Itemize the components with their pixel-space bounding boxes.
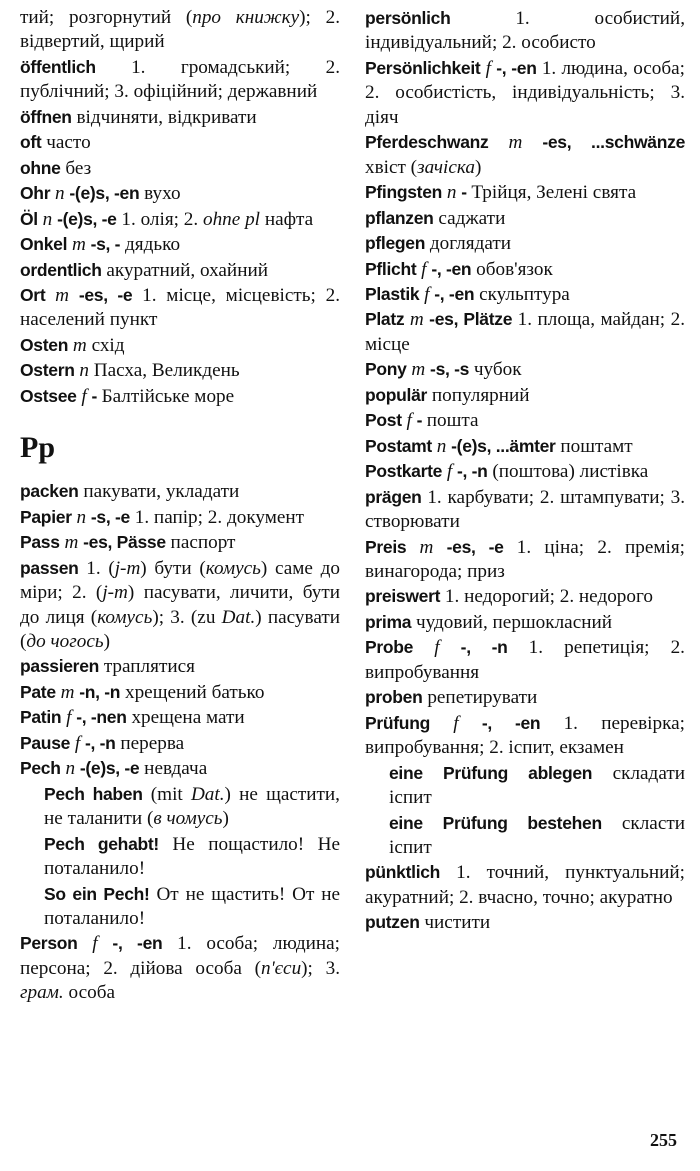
dictionary-entry bbox=[365, 635, 685, 685]
headword: Preis bbox=[365, 536, 407, 557]
grammar-label: m bbox=[404, 309, 430, 331]
translation: (mit bbox=[142, 783, 191, 805]
headword: packen bbox=[20, 481, 79, 502]
translation: паспорт bbox=[165, 532, 236, 554]
inflection: -s, -e bbox=[90, 506, 130, 527]
inflection: -, -n bbox=[460, 637, 508, 658]
inflection: -(e)s, -e bbox=[57, 208, 117, 229]
translation: ); 2. відвертий, щирий bbox=[20, 7, 340, 53]
headword: Ort bbox=[20, 284, 46, 305]
headword: öffnen bbox=[20, 106, 72, 127]
inflection: -, -n bbox=[457, 461, 488, 482]
inflection: -, -en bbox=[481, 712, 541, 733]
grammar-label: f bbox=[413, 637, 461, 659]
dictionary-entry bbox=[365, 130, 685, 180]
dictionary-entry bbox=[20, 654, 340, 679]
translation: (поштова) листівка bbox=[487, 461, 649, 483]
inflection: -, -n bbox=[85, 732, 116, 753]
grammar-label: n bbox=[431, 435, 452, 457]
grammar-label: f bbox=[61, 707, 77, 729]
headword: persönlich bbox=[365, 8, 451, 28]
dictionary-entry bbox=[20, 156, 340, 181]
grammar-label: m bbox=[59, 532, 84, 554]
grammar-label: Dat. bbox=[221, 606, 256, 628]
dictionary-entry bbox=[20, 530, 340, 555]
dictionary-entry bbox=[20, 181, 340, 206]
dictionary-entry bbox=[20, 680, 340, 705]
dictionary-entry bbox=[365, 459, 685, 484]
grammar-label: п'єси bbox=[260, 957, 302, 979]
inflection: -s, - bbox=[90, 234, 121, 255]
inflection: -es, ...schwänze bbox=[542, 132, 686, 153]
translation: часто bbox=[41, 132, 91, 154]
grammar-label: f bbox=[70, 732, 85, 754]
phrase-entry bbox=[365, 761, 685, 811]
headword: Pech gehabt! bbox=[44, 833, 159, 854]
translation: дядько bbox=[120, 234, 181, 256]
dictionary-entry bbox=[365, 231, 685, 256]
grammar-label: m bbox=[67, 234, 91, 256]
headword: passen bbox=[20, 557, 79, 578]
inflection: -es, Pässe bbox=[83, 532, 166, 553]
translation: 1. громадський; 2. публічний; 3. офіційний; державний bbox=[20, 56, 340, 103]
dictionary-entry bbox=[20, 556, 340, 655]
inflection: -(e)s, -e bbox=[79, 758, 140, 779]
dictionary-entry bbox=[20, 55, 340, 105]
headword: Pause bbox=[20, 732, 71, 753]
dictionary-entry bbox=[20, 130, 340, 155]
page-number: 255 bbox=[650, 1130, 677, 1150]
entries-p-continued bbox=[365, 6, 685, 936]
headword: pflanzen bbox=[365, 207, 434, 228]
grammar-label: n bbox=[71, 506, 91, 528]
headword: So ein Pech! bbox=[44, 883, 150, 904]
headword: putzen bbox=[365, 912, 420, 933]
dictionary-entry bbox=[365, 56, 685, 130]
grammar-label: f bbox=[416, 258, 432, 280]
headword: Pfingsten bbox=[365, 182, 443, 203]
headword: Papier bbox=[20, 506, 72, 527]
dictionary-entry bbox=[20, 731, 340, 756]
translation: хрещений батько bbox=[120, 681, 265, 703]
translation: 1. папір; 2. документ bbox=[129, 506, 305, 528]
translation: 1. репетиція; 2. випробування bbox=[365, 637, 685, 683]
grammar-label: j-m bbox=[102, 582, 128, 604]
inflection: - bbox=[416, 410, 427, 431]
translation: Балтійське море bbox=[101, 385, 235, 407]
continued-entry bbox=[20, 6, 340, 55]
headword: Person bbox=[20, 933, 78, 954]
phrase-entry bbox=[365, 811, 685, 861]
dictionary-entry bbox=[365, 257, 685, 282]
translation: особа bbox=[63, 982, 115, 1004]
translation: Не пощастило! Не поталанило! bbox=[44, 833, 340, 880]
translation: ) бути ( bbox=[140, 557, 206, 579]
dictionary-entry bbox=[365, 685, 685, 710]
headword: eine Prüfung bestehen bbox=[389, 812, 602, 833]
grammar-label: f bbox=[429, 712, 482, 734]
grammar-label: n bbox=[37, 208, 58, 230]
dictionary-entry bbox=[365, 610, 685, 635]
dictionary-entry bbox=[20, 207, 340, 232]
translation: нафта bbox=[260, 208, 314, 230]
dictionary-entry bbox=[365, 535, 685, 585]
translation: ); 3. bbox=[301, 957, 340, 979]
translation: вухо bbox=[139, 183, 181, 205]
dictionary-entry bbox=[365, 6, 685, 56]
headword: Pflicht bbox=[365, 258, 417, 279]
translation: відчиняти, відкривати bbox=[71, 106, 257, 128]
inflection: -, -nen bbox=[76, 707, 127, 728]
translation: саджати bbox=[433, 207, 506, 229]
translation: пошта bbox=[426, 410, 479, 432]
translation: ); 3. (zu bbox=[152, 606, 222, 628]
translation: От не щастить! От не поталанило! bbox=[44, 883, 340, 929]
headword: Pate bbox=[20, 681, 56, 702]
headword: Pech haben bbox=[44, 783, 143, 804]
headword: Postkarte bbox=[365, 461, 443, 482]
grammar-label: n bbox=[50, 183, 70, 205]
headword: ordentlich bbox=[20, 259, 102, 280]
dictionary-entry bbox=[365, 383, 685, 408]
grammar-label: комусь bbox=[205, 557, 261, 579]
headword: pflegen bbox=[365, 233, 426, 254]
translation: без bbox=[60, 157, 92, 179]
grammar-label: m bbox=[406, 359, 431, 381]
translation: пакувати, укладати bbox=[78, 481, 240, 503]
grammar-label: m bbox=[406, 536, 447, 558]
dictionary-entry bbox=[20, 756, 340, 781]
headword: Onkel bbox=[20, 234, 68, 255]
translation: скласти іспит bbox=[389, 812, 685, 858]
inflection: -s, -s bbox=[430, 359, 470, 380]
inflection: -(e)s, -en bbox=[69, 183, 140, 204]
headword: Post bbox=[365, 410, 402, 431]
dictionary-entry bbox=[20, 505, 340, 530]
inflection: -es, -e bbox=[446, 536, 504, 557]
grammar-label: f bbox=[442, 461, 457, 483]
translation: чистити bbox=[419, 912, 491, 934]
headword: Persönlichkeit bbox=[365, 57, 481, 78]
headword: Probe bbox=[365, 637, 414, 658]
inflection: -, -en bbox=[496, 57, 537, 78]
grammar-label: m bbox=[488, 132, 543, 154]
dictionary-entry bbox=[20, 232, 340, 257]
inflection: - bbox=[461, 182, 472, 203]
grammar-label: m bbox=[45, 284, 79, 306]
dictionary-entry bbox=[20, 283, 340, 333]
translation: 1. площа, майдан; 2. місце bbox=[365, 309, 686, 355]
translation: чубок bbox=[469, 359, 522, 381]
headword: öffentlich bbox=[20, 56, 96, 77]
headword: Plastik bbox=[365, 283, 420, 304]
inflection: -n, -n bbox=[79, 681, 121, 702]
inflection: -, -en bbox=[431, 258, 472, 279]
translation: 1. карбувати; 2. штампувати; 3. створювати bbox=[365, 486, 685, 533]
translation: Пасха, Великдень bbox=[93, 360, 240, 382]
translation: популярний bbox=[427, 384, 530, 406]
translation: схід bbox=[91, 334, 125, 356]
translation: поштамт bbox=[555, 435, 633, 457]
headword: Pferdeschwanz bbox=[365, 132, 489, 153]
grammar-label: n bbox=[442, 182, 462, 204]
phrase-entry bbox=[20, 882, 340, 932]
headword: oft bbox=[20, 132, 42, 153]
translation: ) не щастити, не таланити ( bbox=[44, 783, 340, 830]
dictionary-entry bbox=[365, 584, 685, 609]
dictionary-entry bbox=[365, 860, 685, 910]
translation: 1. ( bbox=[78, 557, 115, 579]
translation: ) bbox=[475, 156, 482, 178]
headword: eine Prüfung ablegen bbox=[389, 762, 593, 783]
right-column bbox=[365, 6, 685, 936]
dictionary-entry bbox=[365, 282, 685, 307]
dictionary-entry bbox=[20, 479, 340, 504]
headword: prima bbox=[365, 611, 412, 632]
translation: 1. місце, місцевість; 2. населений пункт bbox=[20, 284, 341, 331]
grammar-label: m bbox=[55, 681, 80, 703]
translation: складати іспит bbox=[389, 762, 685, 809]
headword: Öl bbox=[20, 208, 38, 229]
translation: хвіст ( bbox=[365, 156, 418, 178]
translation: ) пасувати ( bbox=[20, 606, 341, 652]
headword: passieren bbox=[20, 656, 100, 677]
translation: 1. точний, пунктуальний; акуратний; 2. вчасно, точно; акуратно bbox=[365, 862, 685, 908]
translation: ) bbox=[103, 630, 110, 652]
translation: тий; розгорнутий ( bbox=[20, 7, 193, 28]
translation: 1. особа; людина; персона; 2. дійова особа ( bbox=[20, 933, 340, 979]
translation: акуратний, охайний bbox=[101, 259, 268, 281]
grammar-label: в чомусь bbox=[153, 808, 223, 830]
translation: перерва bbox=[115, 732, 185, 754]
grammar-label: зачіска bbox=[417, 156, 475, 178]
inflection: - bbox=[91, 385, 102, 406]
grammar-label: комусь bbox=[97, 606, 153, 628]
headword: Ostern bbox=[20, 360, 75, 381]
headword: Pech bbox=[20, 758, 61, 779]
translation: ) саме до міри; 2. ( bbox=[20, 557, 340, 604]
dictionary-entry bbox=[365, 485, 685, 535]
translation: репетирувати bbox=[422, 687, 538, 709]
grammar-label: f bbox=[419, 283, 435, 305]
grammar-label: n bbox=[74, 360, 94, 382]
dictionary-entry bbox=[20, 931, 340, 1005]
dictionary-entry bbox=[20, 705, 340, 730]
dictionary-entry bbox=[365, 206, 685, 231]
translation: ) пасувати, личити, бути до лиця ( bbox=[20, 582, 340, 628]
translation: 1. олія; 2. bbox=[116, 208, 203, 230]
inflection: -, -en bbox=[112, 933, 163, 954]
grammar-label: f bbox=[76, 385, 92, 407]
headword: prägen bbox=[365, 486, 422, 507]
grammar-label: Dat. bbox=[190, 783, 225, 805]
dictionary-entry bbox=[365, 910, 685, 935]
phrase-entry bbox=[20, 782, 340, 832]
headword: Ohr bbox=[20, 183, 51, 204]
headword: Prüfung bbox=[365, 712, 430, 733]
grammar-label: f bbox=[401, 410, 417, 432]
translation: 1. людина, особа; 2. особистість, індивідуальність; 3. діяч bbox=[365, 57, 685, 128]
grammar-label: до чогось bbox=[26, 630, 104, 652]
headword: pünktlich bbox=[365, 862, 441, 883]
translation: 1. перевірка; випробування; 2. іспит, екзамен bbox=[365, 712, 685, 759]
translation: хрещена мати bbox=[126, 707, 245, 729]
translation: траплятися bbox=[99, 656, 195, 678]
inflection: -, -en bbox=[434, 283, 475, 304]
translation: чудовий, першокласний bbox=[411, 611, 613, 633]
left-column bbox=[20, 6, 340, 1006]
translation: невдача bbox=[139, 758, 208, 780]
grammar-label: f bbox=[480, 57, 497, 79]
grammar-label: m bbox=[68, 334, 92, 356]
translation: 1. ціна; 2. премія; винагорода; приз bbox=[365, 536, 685, 582]
dictionary-entry bbox=[20, 358, 340, 383]
headword: Postamt bbox=[365, 435, 432, 456]
headword: ohne bbox=[20, 157, 61, 178]
dictionary-entry bbox=[20, 105, 340, 130]
headword: Platz bbox=[365, 309, 405, 330]
grammar-label: n bbox=[60, 758, 80, 780]
entries-o bbox=[20, 55, 340, 409]
headword: Osten bbox=[20, 334, 69, 355]
translation: 1. недорогий; 2. недорого bbox=[440, 586, 653, 608]
translation: доглядати bbox=[425, 233, 512, 255]
translation: 1. особистий, індивідуальний; 2. особисто bbox=[365, 8, 685, 54]
dictionary-entry bbox=[20, 384, 340, 409]
headword: Ostsee bbox=[20, 385, 77, 406]
headword: preiswert bbox=[365, 586, 441, 607]
dictionary-entry bbox=[365, 180, 685, 205]
translation: Трійця, Зелені свята bbox=[471, 182, 637, 204]
headword: Pony bbox=[365, 359, 407, 380]
translation: обов'язок bbox=[471, 258, 553, 280]
translation: скульптура bbox=[474, 283, 570, 305]
entries-p bbox=[20, 479, 340, 1006]
phrase-entry bbox=[20, 832, 340, 882]
grammar-label: про книжку bbox=[192, 7, 300, 28]
headword: populär bbox=[365, 384, 428, 405]
dictionary-entry bbox=[365, 711, 685, 761]
dictionary-entry bbox=[365, 408, 685, 433]
dictionary-entry bbox=[365, 307, 685, 357]
inflection: -es, Plätze bbox=[429, 309, 513, 330]
headword: proben bbox=[365, 687, 423, 708]
inflection: -(e)s, ...ämter bbox=[451, 435, 556, 456]
headword: Pass bbox=[20, 532, 60, 553]
dictionary-entry bbox=[20, 258, 340, 283]
section-letter-heading: Pp bbox=[20, 431, 56, 465]
dictionary-entry bbox=[365, 357, 685, 382]
dictionary-entry bbox=[365, 434, 685, 459]
dictionary-entry bbox=[20, 333, 340, 358]
grammar-label: ohne pl bbox=[202, 208, 261, 230]
translation: ) bbox=[222, 808, 229, 830]
grammar-label: грам. bbox=[20, 982, 64, 1004]
inflection: -es, -e bbox=[78, 284, 133, 305]
grammar-label: j-m bbox=[114, 557, 141, 579]
grammar-label: f bbox=[77, 933, 113, 955]
headword: Patin bbox=[20, 707, 62, 728]
